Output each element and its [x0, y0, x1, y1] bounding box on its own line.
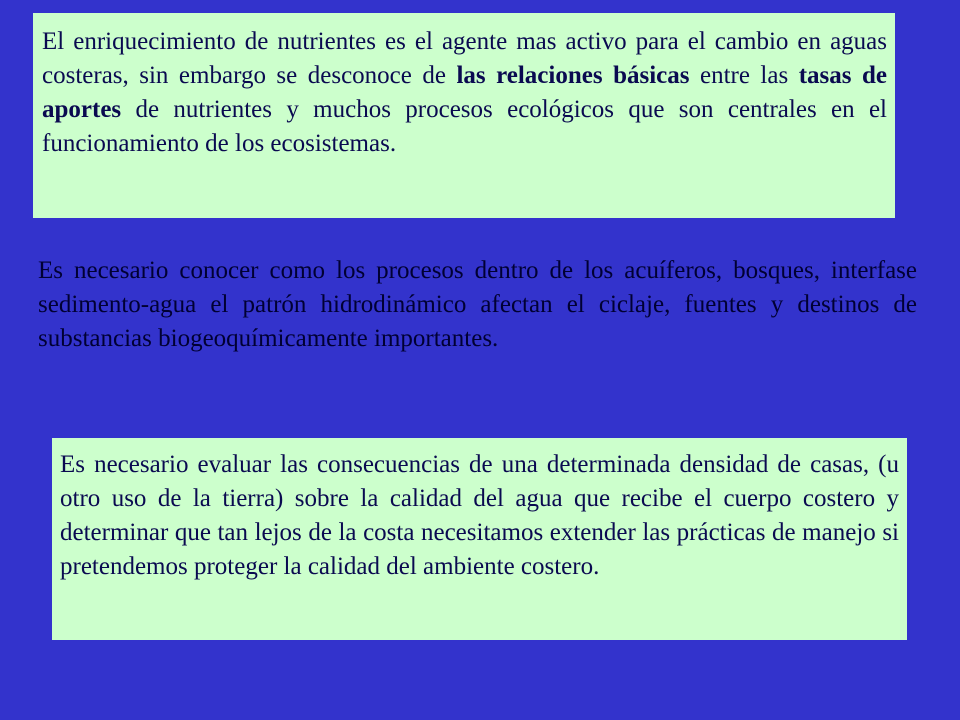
paragraph-2: Es necesario conocer como los procesos dentro de los acuíferos, bosques, interfase sedimento-agua el patrón hidrodinámico afectan el ciclaje, fuentes y destinos de substancias biogeoquímicamente importantes.: [38, 257, 917, 352]
paragraph-1-part-2: entre las: [689, 62, 799, 89]
text-box-land-use-consequences: [52, 438, 907, 640]
paragraph-1-part-3: de nutrientes y muchos procesos ecológicos que son centrales en el funcionamiento de los ecosistemas.: [42, 96, 887, 157]
paragraph-3: Es necesario evaluar las consecuencias de una determinada densidad de casas, (u otro uso de la tierra) sobre la calidad del agua que recibe el cuerpo costero y determinar que tan lejos de la costa necesitamos extender las prácticas de manejo si pretendemos proteger la calidad del ambiente costero.: [60, 451, 899, 580]
emphasis-tasas-de-aportes: tasas de aportes: [42, 62, 887, 123]
emphasis-relaciones-basicas: las relaciones básicas: [456, 62, 690, 89]
text-box-nutrient-enrichment: [33, 13, 895, 218]
text-block-processes: [33, 250, 925, 410]
paragraph-1-part-1: El enriquecimiento de nutrientes es el agente mas activo para el cambio en aguas costeras, sin embargo se desconoce de: [42, 28, 887, 89]
